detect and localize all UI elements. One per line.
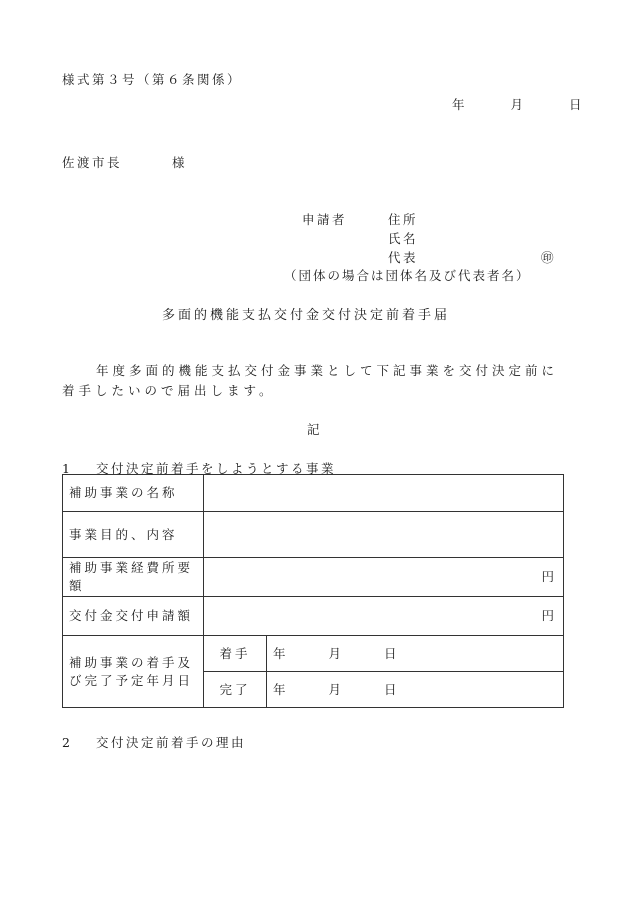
cost-label: 補助事業経費所要額: [63, 558, 204, 597]
submission-date: [452, 95, 582, 113]
project-info-table: [62, 474, 564, 708]
section-2-heading: [62, 733, 246, 751]
table-row: [63, 597, 564, 636]
mayor-title: 佐渡市長: [62, 155, 123, 170]
table-row: [63, 512, 564, 558]
section-1-number: 1: [62, 461, 70, 476]
project-name-value: [204, 475, 564, 512]
table-row: [63, 475, 564, 512]
project-name-label: 補助事業の名称: [63, 475, 204, 512]
addressee: [62, 153, 187, 171]
start-day: 日: [384, 645, 400, 661]
start-date: [267, 636, 564, 672]
name-label: 氏名: [388, 231, 419, 246]
seal-mark: ㊞: [541, 250, 554, 265]
schedule-label: 補助事業の着手及び完了予定年月日: [63, 636, 204, 708]
ki-marker: 記: [307, 422, 323, 437]
section-2-number: 2: [62, 735, 70, 750]
complete-date: [267, 672, 564, 708]
date-month-label: 月: [510, 97, 524, 112]
body-text: 年度多面的機能支払交付金事業として下記事業を交付決定前に着手したいので届出します。: [62, 363, 559, 398]
complete-year: 年: [273, 681, 289, 697]
grant-label: 交付金交付申請額: [63, 597, 204, 636]
purpose-value: [204, 512, 564, 558]
complete-day: 日: [384, 681, 400, 697]
table-row: [63, 636, 564, 672]
table-row: [63, 558, 564, 597]
form-number: 様式第３号（第６条関係）: [62, 72, 243, 87]
grant-unit: 円: [204, 597, 564, 636]
start-month: 月: [328, 645, 345, 661]
date-year-label: 年: [452, 97, 465, 112]
purpose-label: 事業目的、内容: [63, 512, 204, 558]
complete-label: 完了: [204, 672, 267, 708]
complete-month: 月: [328, 681, 345, 697]
section-1-title: 交付決定前着手をしようとする事業: [96, 461, 337, 476]
address-label: 住所: [388, 212, 419, 227]
start-year: 年: [273, 645, 289, 661]
start-label: 着手: [204, 636, 267, 672]
cost-unit: 円: [204, 558, 564, 597]
organization-note: （団体の場合は団体名及び代表者名）: [284, 268, 531, 283]
document-title: 多面的機能支払交付金交付決定前着手届: [162, 308, 451, 323]
date-day-label: 日: [569, 97, 582, 112]
section-2-title: 交付決定前着手の理由: [96, 735, 247, 750]
honorific: 様: [172, 155, 188, 170]
representative-label: 代表: [388, 250, 419, 265]
applicant-label: 申請者: [302, 212, 348, 227]
